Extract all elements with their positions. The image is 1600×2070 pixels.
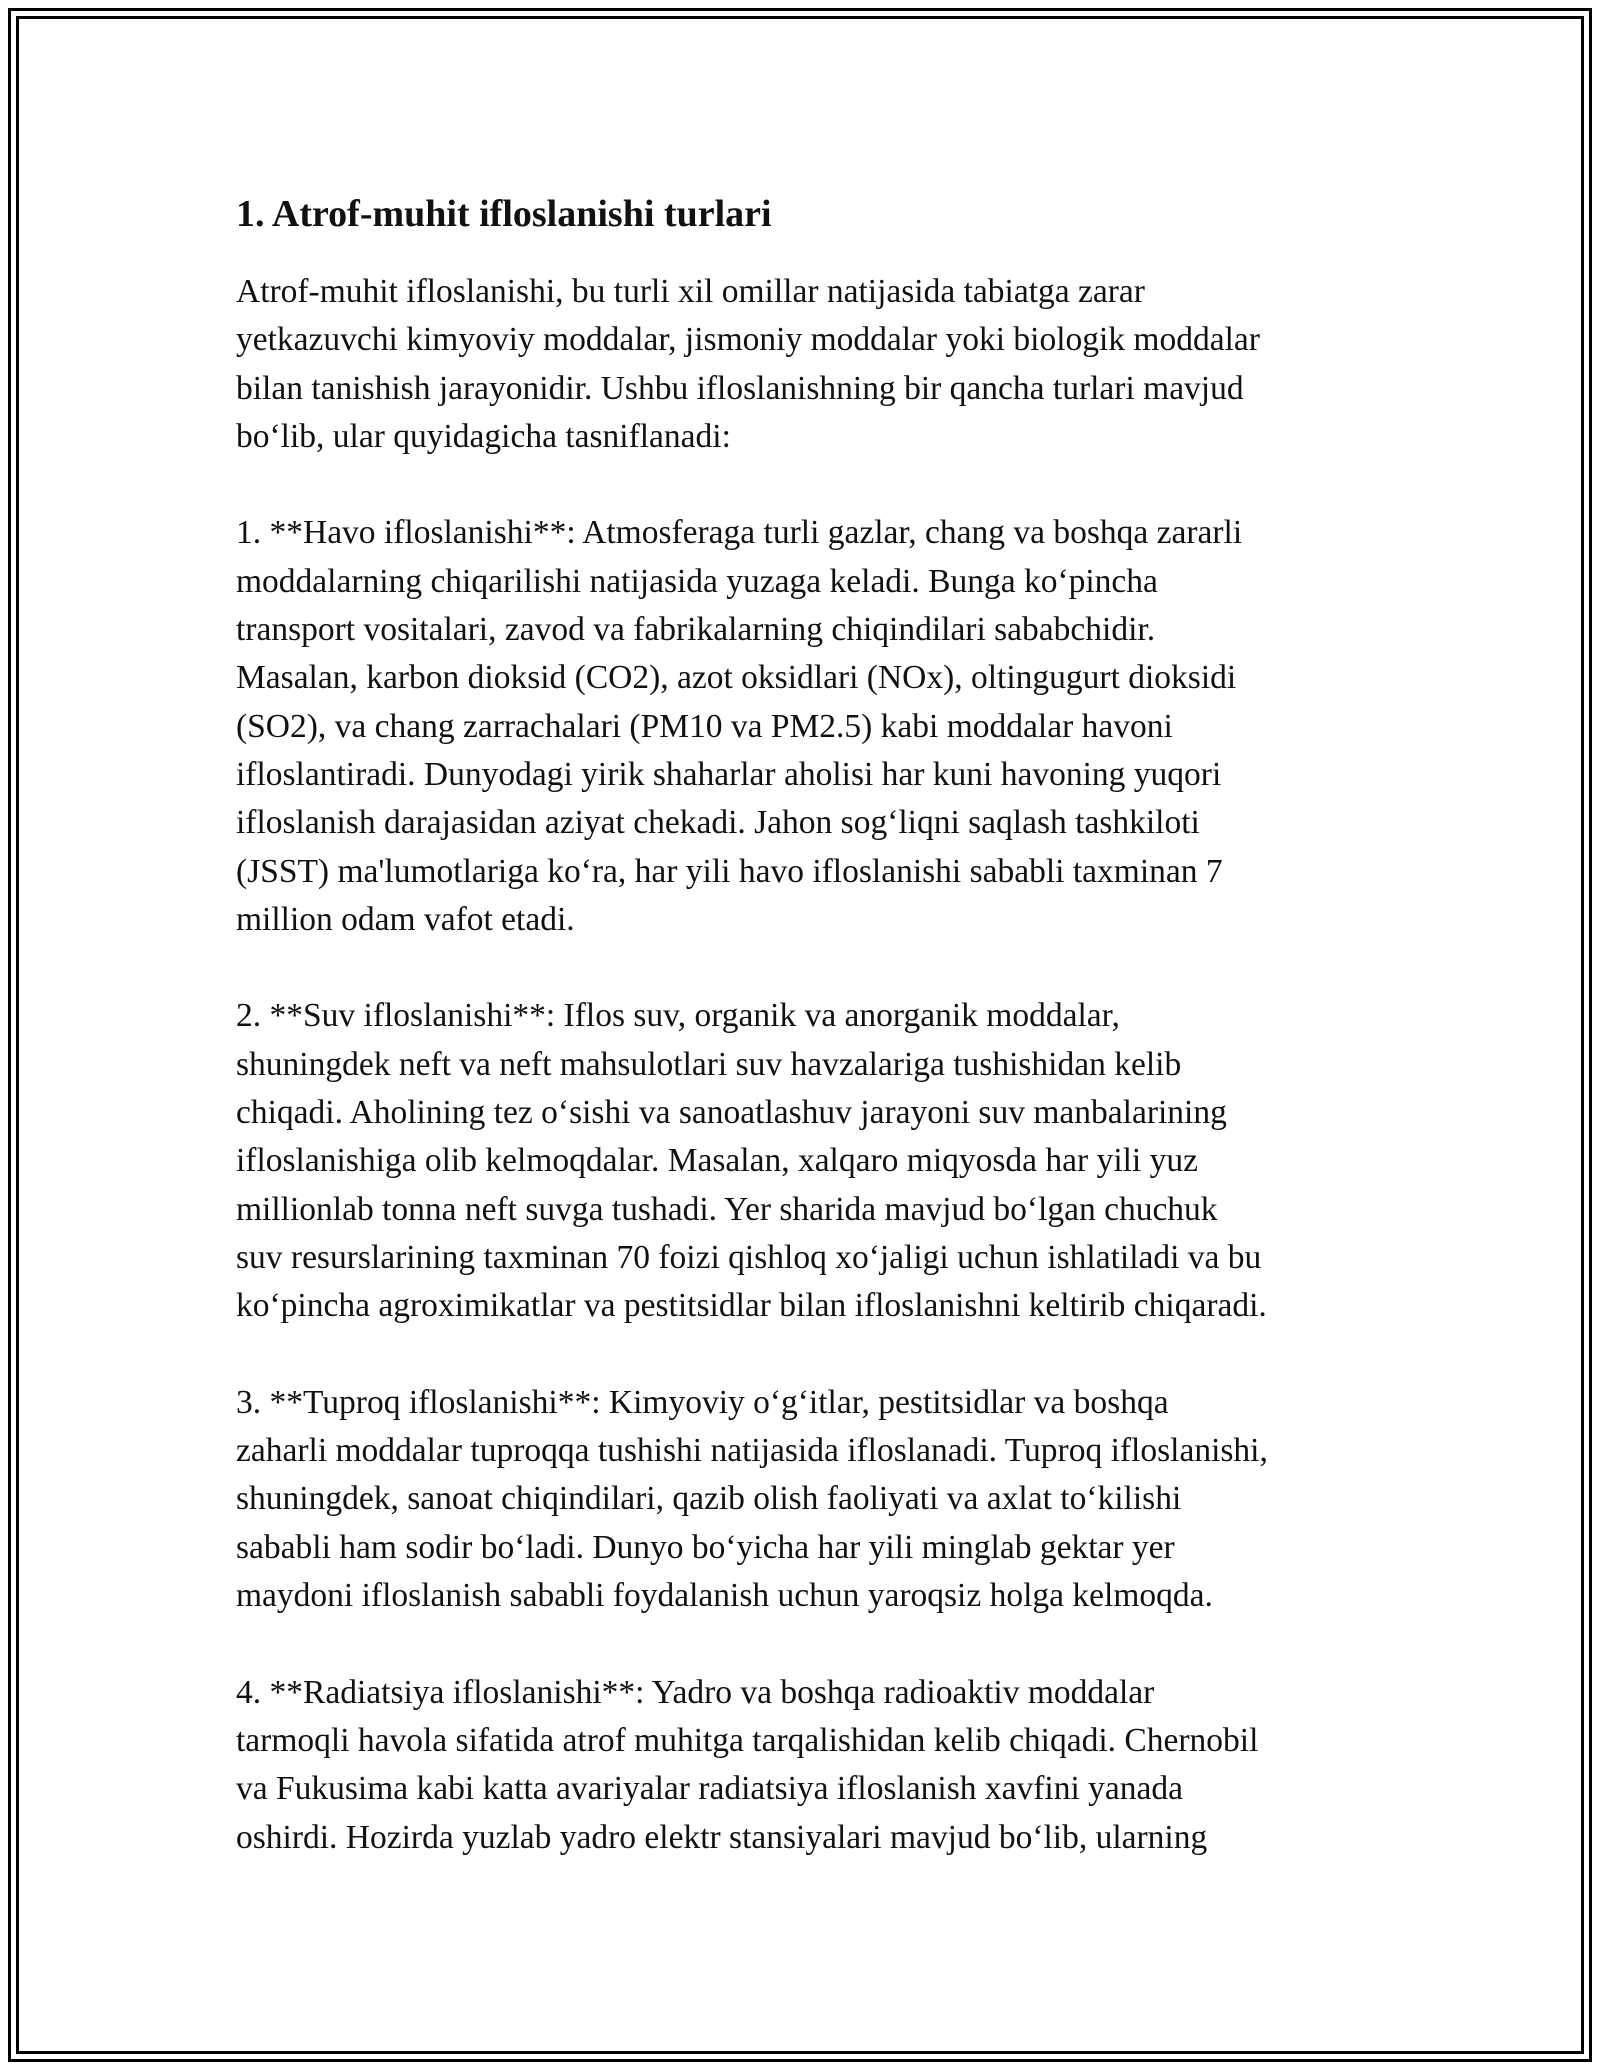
text-line: va Fukusima kabi katta avariyalar radiatsiya ifloslanish xavfini yanada: [236, 1770, 1183, 1808]
text-line: chiqadi. Aholining tez o‘sishi va sanoatlashuv jarayoni suv manbalarining: [236, 1094, 1227, 1132]
text-line: millionlab tonna neft suvga tushadi. Yer sharida mavjud bo‘lgan chuchuk: [236, 1190, 1218, 1228]
soil-pollution-paragraph: [236, 1379, 1376, 1620]
text-line: shuningdek, sanoat chiqindilari, qazib olish faoliyati va axlat to‘kilishi: [236, 1480, 1182, 1518]
text-line: (JSST) ma'lumotlariga ko‘ra, har yili havo ifloslanishi sababli taxminan 7: [236, 852, 1223, 890]
text-line: ifloslanishiga olib kelmoqdalar. Masalan, xalqaro miqyosda har yili yuz: [236, 1142, 1198, 1180]
text-line: Atrof-muhit ifloslanishi, bu turli xil omillar natijasida tabiatga zarar: [236, 273, 1145, 310]
intro-paragraph: [236, 268, 1376, 461]
text-line: (SO2), va chang zarrachalari (PM10 va PM2.5) kabi moddalar havoni: [236, 707, 1173, 745]
text-line: 4. **Radiatsiya ifloslanishi**: Yadro va boshqa radioaktiv moddalar: [236, 1673, 1155, 1711]
text-line: Masalan, karbon dioksid (CO2), azot oksidlari (NOx), oltingugurt dioksidi: [236, 659, 1237, 697]
text-line: ifloslantiradi. Dunyodagi yirik shaharlar aholisi har kuni havoning yuqori: [236, 755, 1222, 793]
text-line: zaharli moddalar tuproqqa tushishi natijasida ifloslanadi. Tuproq ifloslanishi,: [236, 1432, 1268, 1470]
text-line: bo‘lib, ular quyidagicha tasniflanadi:: [236, 417, 731, 455]
text-line: million odam vafot etadi.: [236, 900, 575, 938]
text-line: 2. **Suv ifloslanishi**: Iflos suv, organik va anorganik moddalar,: [236, 997, 1120, 1035]
radiation-pollution-paragraph: [236, 1669, 1376, 1862]
text-line: oshirdi. Hozirda yuzlab yadro elektr stansiyalari mavjud bo‘lib, ularning: [236, 1818, 1208, 1856]
text-line: yetkazuvchi kimyoviy moddalar, jismoniy moddalar yoki biologik moddalar: [236, 321, 1260, 359]
text-line: bilan tanishish jarayonidir. Ushbu ifloslanishning bir qancha turlari mavjud: [236, 369, 1244, 407]
document-page: [236, 186, 1376, 1910]
document-title: 1. Atrof-muhit ifloslanishi turlari: [236, 193, 772, 235]
text-line: ko‘pincha agroximikatlar va pestitsidlar bilan ifloslanishni keltirib chiqaradi.: [236, 1287, 1267, 1325]
text-line: moddalarning chiqarilishi natijasida yuzaga keladi. Bunga ko‘pincha: [236, 562, 1158, 600]
text-line: shuningdek neft va neft mahsulotlari suv havzalariga tushishidan kelib: [236, 1045, 1182, 1083]
air-pollution-paragraph: [236, 509, 1376, 944]
text-line: maydoni ifloslanish sababli foydalanish uchun yaroqsiz holga kelmoqda.: [236, 1577, 1213, 1615]
text-line: sababli ham sodir bo‘ladi. Dunyo bo‘yicha har yili minglab gektar yer: [236, 1528, 1175, 1566]
text-line: 3. **Tuproq ifloslanishi**: Kimyoviy o‘g‘itlar, pestitsidlar va boshqa: [236, 1383, 1169, 1421]
text-line: transport vositalari, zavod va fabrikalarning chiqindilari sababchidir.: [236, 611, 1156, 649]
text-line: suv resurslarining taxminan 70 foizi qishloq xo‘jaligi uchun ishlatiladi va bu: [236, 1238, 1262, 1276]
text-line: ifloslanish darajasidan aziyat chekadi. Jahon sog‘liqni saqlash tashkiloti: [236, 804, 1200, 842]
water-pollution-paragraph: [236, 992, 1376, 1330]
text-line: tarmoqli havola sifatida atrof muhitga tarqalishidan kelib chiqadi. Chernobil: [236, 1721, 1259, 1759]
text-line: 1. **Havo ifloslanishi**: Atmosferaga turli gazlar, chang va boshqa zararli: [236, 514, 1243, 552]
